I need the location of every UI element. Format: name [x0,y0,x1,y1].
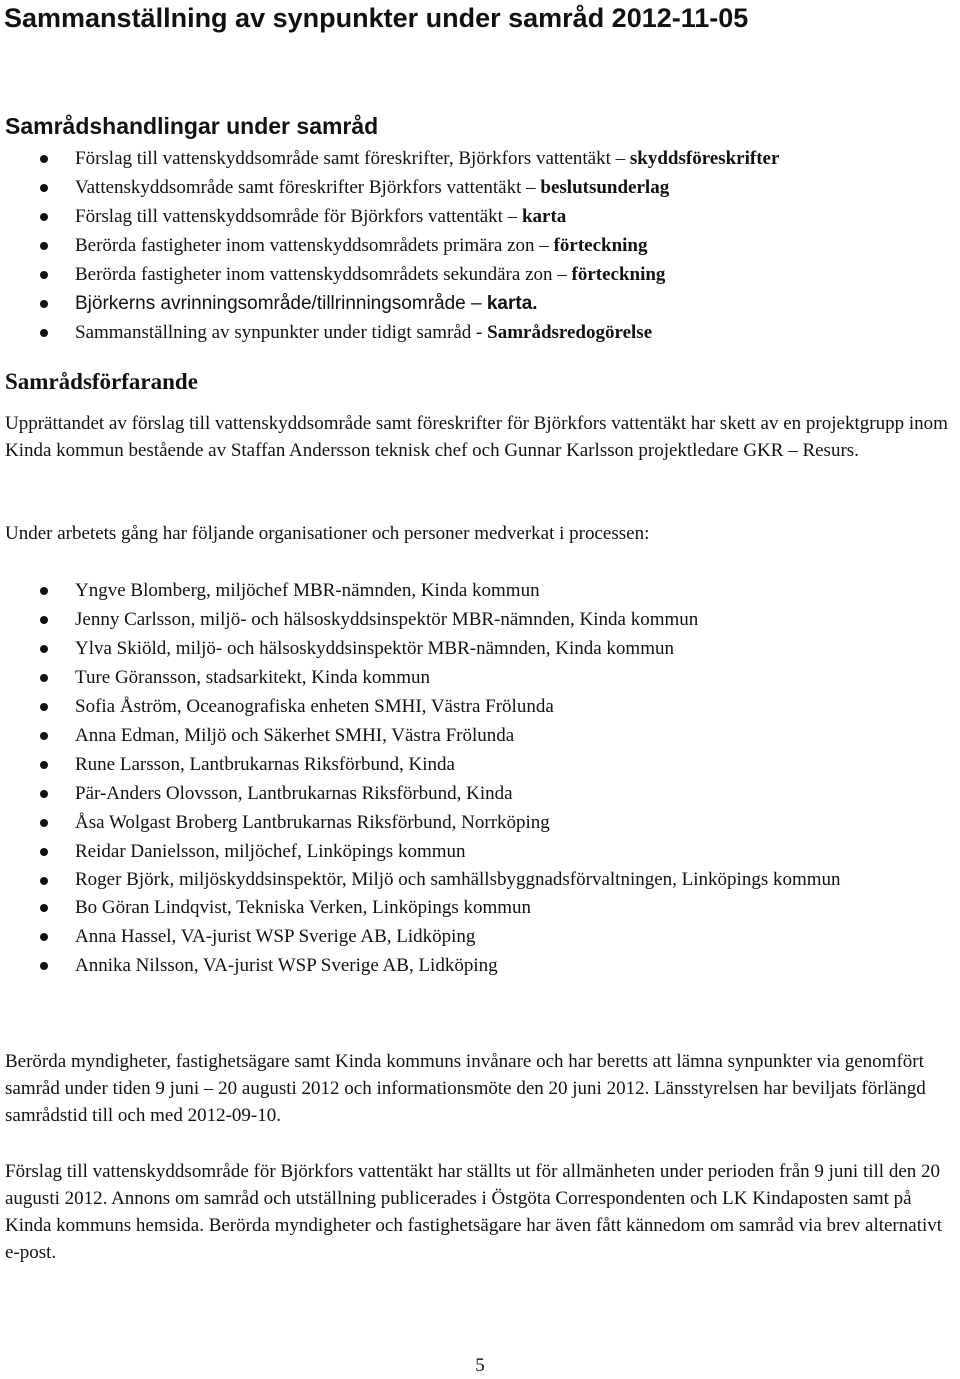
section-heading-consultation-documents: Samrådshandlingar under samråd [5,113,379,139]
document-title: Sammanställning av synpunkter under samråd 2012-11-05 [4,3,749,33]
list-item: Yngve Blomberg, miljöchef MBR-nämnden, Kinda kommun [0,576,955,605]
list-item: Vattenskyddsområde samt föreskrifter Björkfors vattentäkt – beslutsunderlag [0,173,779,202]
bullet-icon [40,904,48,912]
bullet-icon [40,300,48,308]
list-item: Sofia Åström, Oceanografiska enheten SMHI, Västra Frölunda [0,692,955,721]
bullet-icon [40,674,48,682]
section-heading-procedure: Samrådsförfarande [5,369,198,394]
list-item: Anna Edman, Miljö och Säkerhet SMHI, Västra Frölunda [0,721,955,750]
bullet-icon [40,761,48,769]
paragraph-consultation-period: Berörda myndigheter, fastighetsägare samt Kinda kommuns invånare och har beretts att lämna synpunkter via genomfört samråd under tiden 9 juni – 20 augusti 2012 och informationsmöte den 20 juni 2012. Länsstyrelsen har beviljats förlängd samrådstid till och med 2012-09-10. [5,1051,926,1126]
bullet-icon [40,213,48,221]
list-item: Björkerns avrinningsområde/tillrinningsområde – karta. [0,289,779,318]
bullet-icon [40,848,48,856]
list-item: Annika Nilsson, VA-jurist WSP Sverige AB, Lidköping [0,951,955,980]
bullet-icon [40,819,48,827]
list-item: Förslag till vattenskyddsområde för Björkfors vattentäkt – karta [0,202,779,231]
bullet-icon [40,329,48,337]
bullet-icon [40,877,48,885]
list-item: Rune Larsson, Lantbrukarnas Riksförbund, Kinda [0,750,955,779]
bullet-icon [40,645,48,653]
list-item: Roger Björk, miljöskyddsinspektör, Miljö och samhällsbyggnadsförvaltningen, Linköpings kommun [0,866,955,893]
list-item: Bo Göran Lindqvist, Tekniska Verken, Linköpings kommun [0,893,955,922]
bullet-icon [40,933,48,941]
bullet-icon [40,732,48,740]
bullet-icon [40,242,48,250]
list-item: Förslag till vattenskyddsområde samt föreskrifter, Björkfors vattentäkt – skyddsföreskrifter [0,144,779,173]
list-item: Jenny Carlsson, miljö- och hälsoskyddsinspektör MBR-nämnden, Kinda kommun [0,605,955,634]
bullet-icon [40,155,48,163]
bullet-icon [40,587,48,595]
list-item: Berörda fastigheter inom vattenskyddsområdets primära zon – förteckning [0,231,779,260]
bullet-icon [40,271,48,279]
bullet-icon [40,616,48,624]
list-item: Ylva Skiöld, miljö- och hälsoskyddsinspektör MBR-nämnden, Kinda kommun [0,634,955,663]
bullet-icon [40,790,48,798]
page-number: 5 [475,1355,485,1376]
list-item: Pär-Anders Olovsson, Lantbrukarnas Riksförbund, Kinda [0,779,955,808]
participants-list [0,576,955,980]
bullet-icon [40,703,48,711]
consultation-documents-list [0,144,779,347]
list-item: Ture Göransson, stadsarkitekt, Kinda kommun [0,663,955,692]
bullet-icon [40,184,48,192]
paragraph-exhibition: Förslag till vattenskyddsområde för Björkfors vattentäkt har ställts ut för allmänheten under perioden från 9 juni till den 20 augusti 2012. Annons om samråd och utställning publicerades i Östgöta Correspondenten och LK Kindaposten samt på Kinda kommuns hemsida. Berörda myndigheter och fastighetsägare har även fått kännedom om samråd via brev alternativt e-post. [5,1161,943,1263]
list-item: Åsa Wolgast Broberg Lantbrukarnas Riksförbund, Norrköping [0,808,955,837]
bullet-icon [40,962,48,970]
list-item: Sammanställning av synpunkter under tidigt samråd - Samrådsredogörelse [0,318,779,347]
list-item: Berörda fastigheter inom vattenskyddsområdets sekundära zon – förteckning [0,260,779,289]
list-item: Reidar Danielsson, miljöchef, Linköpings kommun [0,837,955,866]
paragraph-participants-intro: Under arbetets gång har följande organisationer och personer medverkat i processen: [5,523,650,544]
paragraph-project-group: Upprättandet av förslag till vattenskyddsområde samt föreskrifter för Björkfors vattentäkt har skett av en projektgrupp inom Kinda kommun bestående av Staffan Andersson teknisk chef och Gunnar Karlsson projektledare GKR – Resurs. [5,413,948,461]
list-item: Anna Hassel, VA-jurist WSP Sverige AB, Lidköping [0,922,955,951]
